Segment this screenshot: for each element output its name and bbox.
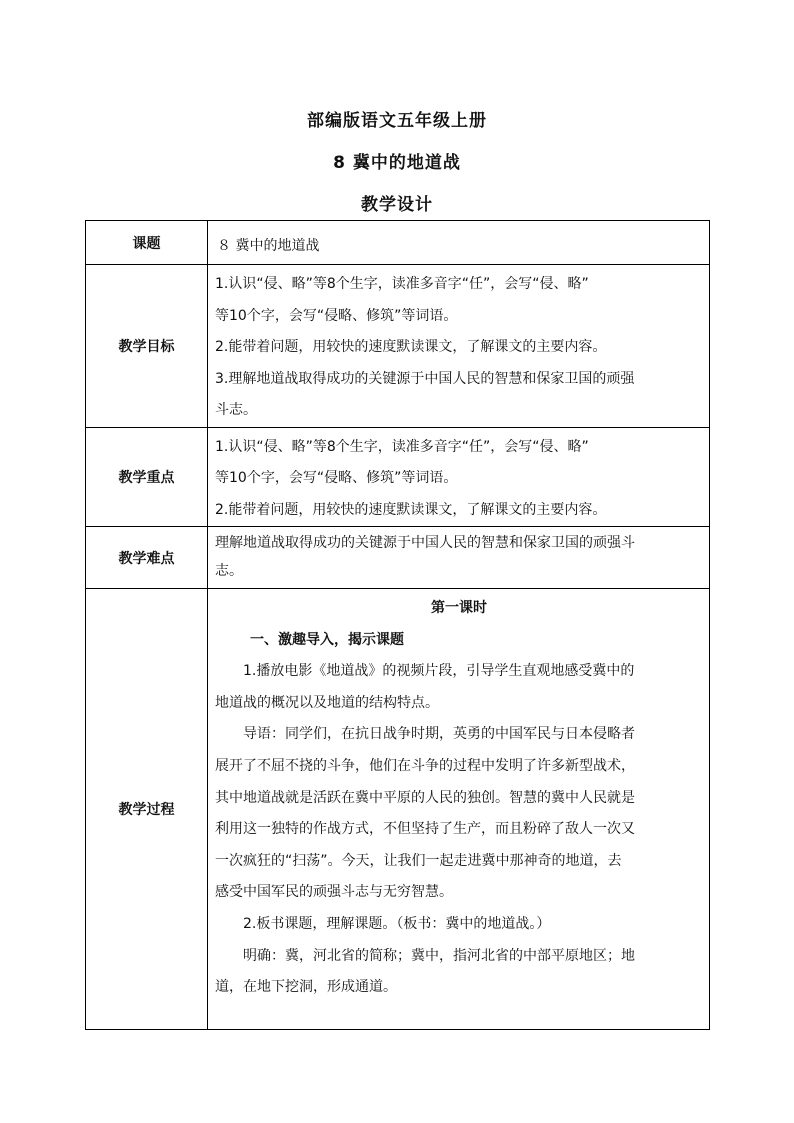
- paragraph-line: 导语：同学们，在抗日战争时期，英勇的中国军民与日本侵略者: [243, 726, 635, 743]
- table-row-difficulties: [86, 527, 710, 589]
- goals-line: 3.理解地道战取得成功的关键源于中国人民的智慧和保家卫国的顽强: [215, 370, 635, 387]
- key-points-line: 等10个字，会写“侵略、修筑”等词语。: [215, 470, 458, 486]
- session-title: 第一课时: [431, 600, 487, 616]
- goals-line: 斗志。: [215, 402, 257, 418]
- document-subtitle: 教学设计: [361, 195, 433, 215]
- process-content: [208, 589, 710, 1030]
- label-key-points: 教学重点: [86, 427, 208, 527]
- difficulties-content: [208, 527, 710, 589]
- difficulties-line: 理解地道战取得成功的关键源于中国人民的智慧和保家卫国的顽强斗: [215, 535, 635, 551]
- label-difficulties: 教学难点: [86, 527, 208, 589]
- process-paragraph: [215, 719, 703, 909]
- table-row-key-points: [86, 427, 710, 527]
- lesson-title: 8 冀中的地道战: [333, 153, 461, 173]
- paragraph-line: 一次疯狂的“扫荡”。今天，让我们一起走进冀中那神奇的地道，去: [215, 852, 622, 869]
- key-points-line: 1.认识“侵、略”等8个生字，读准多音字“任”，会写“侵、略”: [215, 438, 589, 455]
- label-topic: 课题: [86, 221, 208, 265]
- process-paragraph: [215, 941, 703, 1004]
- table-row-process: [86, 589, 710, 1030]
- paragraph-line: 道，在地下挖洞，形成通道。: [215, 979, 397, 996]
- paragraph-line: 1.播放电影《地道战》的视频片段，引导学生直观地感受冀中的: [243, 663, 635, 680]
- goals-line: 1.认识“侵、略”等8个生字，读准多音字“任”，会写“侵、略”: [215, 276, 589, 292]
- topic-content: ８ 冀中的地道战: [208, 221, 710, 265]
- goals-content: [208, 265, 710, 428]
- label-goals: 教学目标: [86, 265, 208, 428]
- lesson-plan-table: [85, 220, 710, 1030]
- difficulties-line: 志。: [215, 563, 243, 579]
- paragraph-line: 展开了不屈不挠的斗争，他们在斗争的过程中发明了许多新型战术，: [215, 757, 635, 774]
- key-points-content: [208, 427, 710, 527]
- goals-line: 等10个字，会写“侵略、修筑”等词语。: [215, 307, 458, 324]
- paragraph-line: 感受中国军民的顽强斗志与无穷智慧。: [215, 884, 453, 901]
- paragraph-line: 地道战的概况以及地道的结构特点。: [215, 694, 439, 711]
- paragraph-line: 2.板书课题，理解课题。（板书：冀中的地道战。）: [243, 915, 551, 932]
- paragraph-line: 其中地道战就是活跃在冀中平原的人民的独创。智慧的冀中人民就是: [215, 789, 635, 806]
- label-process: 教学过程: [86, 589, 208, 1030]
- table-row-goals: [86, 265, 710, 428]
- document-title: 部编版语文五年级上册: [307, 111, 487, 131]
- process-paragraph: [215, 656, 703, 719]
- table-row-topic: [86, 221, 710, 265]
- process-paragraph: [215, 909, 703, 941]
- paragraph-line: 利用这一独特的作战方式，不但坚持了生产，而且粉碎了敌人一次又: [215, 821, 635, 838]
- section-title: 一、激趣导入，揭示课题: [250, 631, 404, 648]
- goals-line: 2.能带着问题，用较快的速度默读课文，了解课文的主要内容。: [215, 339, 607, 355]
- paragraph-line: 明确：冀，河北省的简称；冀中，指河北省的中部平原地区；地: [243, 947, 635, 964]
- key-points-line: 2.能带着问题，用较快的速度默读课文，了解课文的主要内容。: [215, 501, 607, 518]
